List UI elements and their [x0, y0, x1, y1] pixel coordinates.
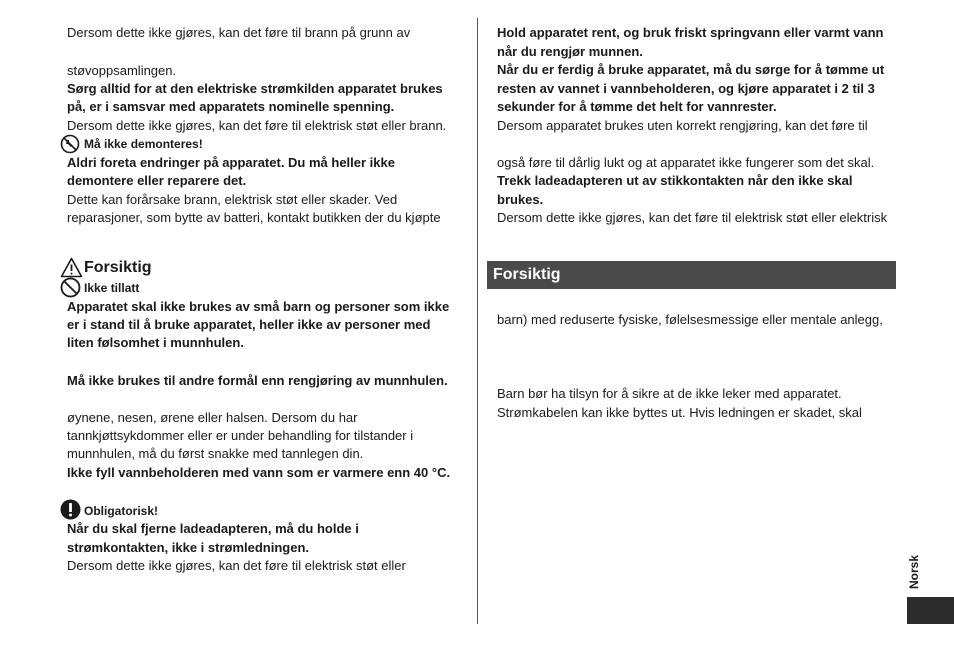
page-tab [907, 597, 954, 624]
body-text: Dersom apparatet brukes uten korrekt rengjøring, kan det føre til [497, 118, 868, 133]
bold-text: resten av vannet i vannbeholderen, og kjøre apparatet i 2 til 3 [497, 81, 875, 96]
body-text: Barn bør ha tilsyn for å sikre at de ikke leker med apparatet. [497, 386, 842, 401]
body-text: barn) med reduserte fysiske, følelsesmessige eller mentale anlegg, [497, 312, 883, 327]
bold-text: sekunder for å tømme det helt for vannrester. [497, 99, 777, 114]
bold-text: Sørg alltid for at den elektriske strømkilden apparatet brukes [67, 81, 443, 96]
body-text: munnhulen, må du først snakke med tannlegen din. [67, 446, 364, 461]
body-text: Dersom dette ikke gjøres, kan det føre til elektrisk støt eller brann. [67, 118, 447, 133]
no-disassemble-icon [60, 134, 80, 154]
body-text: tannkjøttsykdommer eller er under behandling for tilstander i [67, 428, 414, 443]
section-label: Obligatorisk! [84, 504, 159, 518]
bold-text: Når du skal fjerne ladeadapteren, må du holde i [67, 521, 359, 536]
bold-text: Ikke fyll vannbeholderen med vann som er varmere enn 40 °C. [67, 465, 451, 480]
bold-text: Hold apparatet rent, og bruk friskt springvann eller varmt vann [497, 25, 884, 40]
bold-text: strømkontakten, ikke i strømledningen. [67, 540, 309, 555]
bold-text: Når du er ferdig å bruke apparatet, må du sørge for å tømme ut [497, 62, 885, 77]
body-text: reparasjoner, som bytte av batteri, kontakt butikken der du kjøpte [67, 210, 441, 225]
body-text: Dersom dette ikke gjøres, kan det føre til brann på grunn av [67, 25, 411, 40]
bold-text: er i stand til å bruke apparatet, heller ikke av personer med [67, 317, 431, 332]
mandatory-icon [60, 499, 81, 520]
bold-text: Må ikke brukes til andre formål enn rengjøring av munnhulen. [67, 373, 448, 388]
bold-text: demontere eller reparere det. [67, 173, 247, 188]
bold-text: Aldri foreta endringer på apparatet. Du må heller ikke [67, 155, 395, 170]
bold-text: når du rengjør munnen. [497, 44, 643, 59]
section-heading: Forsiktig [84, 259, 152, 276]
language-label-text: Norsk [907, 554, 921, 590]
bold-text: brukes. [497, 192, 544, 207]
language-label [907, 552, 921, 592]
body-text: Strømkabelen kan ikke byttes ut. Hvis ledningen er skadet, skal [497, 405, 862, 420]
body-text: også føre til dårlig lukt og at apparatet ikke fungerer som det skal. [497, 155, 875, 170]
section-label: Ikke tillatt [84, 281, 140, 295]
bold-text: liten følsomhet i munnhulen. [67, 335, 244, 350]
bold-text: Trekk ladeadapteren ut av stikkontakten når den ikke skal [497, 173, 853, 188]
column-divider [477, 18, 478, 624]
body-text: Dersom dette ikke gjøres, kan det føre til elektrisk støt eller [67, 558, 406, 573]
prohibited-icon [60, 277, 81, 298]
section-label: Må ikke demonteres! [84, 137, 203, 151]
bold-text: Apparatet skal ikke brukes av små barn og personer som ikke [67, 299, 450, 314]
body-text: støvoppsamlingen. [67, 63, 177, 78]
warning-triangle-icon [60, 257, 83, 278]
body-text: øynene, nesen, ørene eller halsen. Dersom du har [67, 410, 358, 425]
body-text: Dersom dette ikke gjøres, kan det føre til elektrisk støt eller elektrisk [497, 210, 888, 225]
body-text: Dette kan forårsake brann, elektrisk støt eller skader. Ved [67, 192, 398, 207]
bold-text: på, er i samsvar med apparatets nominelle spenning. [67, 99, 395, 114]
section-banner: Forsiktig [487, 261, 896, 289]
